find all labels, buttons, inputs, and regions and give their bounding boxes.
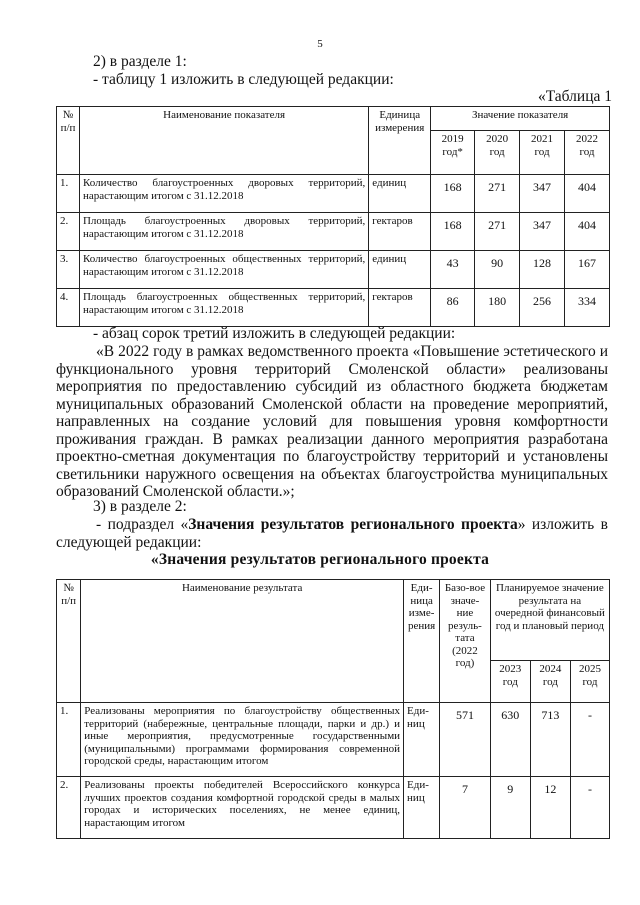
t1-header-year: 2020 год: [475, 131, 520, 175]
t1-row-name: Площадь благоустроенных общественных территорий, нарастающим итогом с 31.12.2018: [79, 289, 368, 327]
t2-row-value: -: [570, 703, 609, 777]
table-row: [57, 289, 610, 327]
t1-header-year: 2021 год: [520, 131, 565, 175]
table2-title: «Значения результатов регионального проекта: [150, 551, 490, 568]
table1-intro: - таблицу 1 изложить в следующей редакции:: [93, 71, 394, 88]
t2-row-value: 630: [490, 703, 530, 777]
t2-header-name: Наименование результата: [81, 580, 404, 703]
table-row: [57, 777, 610, 839]
section3-heading: 3) в разделе 2:: [93, 498, 187, 515]
t2-header-planned: Планируемое значение результата на очередной финансовый год и плановый период: [490, 580, 609, 661]
t1-header-year: 2019 год*: [431, 131, 475, 175]
t1-row-num: 1.: [57, 175, 80, 213]
t2-header-year: 2023 год: [490, 661, 530, 703]
table1-caption: «Таблица 1: [537, 88, 612, 105]
t1-row-unit: единиц: [369, 251, 431, 289]
t2-header-base: Базо-вое значе-ние резуль-тата (2022 год): [440, 580, 491, 703]
t1-row-value: 256: [520, 289, 565, 327]
t1-row-name: Количество благоустроенных дворовых территорий, нарастающим итогом с 31.12.2018: [79, 175, 368, 213]
t1-header-name: Наименование показателя: [79, 107, 368, 175]
t2-header-year: 2024 год: [530, 661, 570, 703]
t1-header-num: № п/п: [57, 107, 80, 175]
page-number: 5: [317, 38, 323, 50]
t1-row-value: 128: [520, 251, 565, 289]
t1-row-value: 90: [475, 251, 520, 289]
table-row: [57, 251, 610, 289]
table1: [56, 106, 610, 327]
t1-row-value: 271: [475, 213, 520, 251]
t1-row-value: 347: [520, 175, 565, 213]
t1-row-value: 404: [565, 213, 610, 251]
t1-row-value: 167: [565, 251, 610, 289]
paragraph43-body: «В 2022 году в рамках ведомственного проекта «Повышение эстетического и функционального уровня территорий Смоленской области» реализованы мероприятия по предоставлению субсидий из областного бюджета бюджетам муниципальных образований Смоленской области на проведение мероприятий, направленных на создание условий для повышения уровня комфортности проживания граждан. В рамках реализации данного мероприятия разработана проектно-сметная документация по благоустройству территорий и установлены светильники наружного освещения на объектах благоустройства муниципальных образований Смоленской области.»;: [56, 343, 608, 500]
t1-row-num: 4.: [57, 289, 80, 327]
t2-row-value: 9: [490, 777, 530, 839]
t1-row-unit: гектаров: [369, 289, 431, 327]
t2-row-num: 2.: [57, 777, 81, 839]
t1-row-value: 334: [565, 289, 610, 327]
t2-row-base: 7: [440, 777, 491, 839]
t2-row-unit: Еди-ниц: [404, 777, 440, 839]
t1-row-value: 180: [475, 289, 520, 327]
t1-row-unit: единиц: [369, 175, 431, 213]
t1-row-name: Площадь благоустроенных дворовых территорий, нарастающим итогом с 31.12.2018: [79, 213, 368, 251]
subsection-intro: [56, 516, 608, 551]
t2-row-base: 571: [440, 703, 491, 777]
t1-row-name: Количество благоустроенных общественных территорий, нарастающим итогом с 31.12.2018: [79, 251, 368, 289]
t1-row-num: 2.: [57, 213, 80, 251]
t1-row-value: 168: [431, 175, 475, 213]
t1-header-year: 2022 год: [565, 131, 610, 175]
t2-header-num: № п/п: [57, 580, 81, 703]
subsection-intro-suffix: » изложить в следующей редакции:: [56, 516, 609, 551]
t1-row-num: 3.: [57, 251, 80, 289]
t1-row-value: 271: [475, 175, 520, 213]
t1-header-unit: Единица измерения: [369, 107, 431, 175]
t1-row-value: 168: [431, 213, 475, 251]
t2-row-name: Реализованы проекты победителей Всероссийского конкурса лучших проектов создания комфортной городской среды в малых городах и исторических поселениях, не менее единиц, нарастающим итогом: [81, 777, 404, 839]
t2-header-unit: Еди-ница изме-рения: [404, 580, 440, 703]
subsection-intro-prefix: - подраздел «: [96, 516, 189, 533]
t2-row-value: -: [570, 777, 609, 839]
t1-header-values: Значение показателя: [431, 107, 610, 131]
t1-row-value: 43: [431, 251, 475, 289]
section2-heading: 2) в разделе 1:: [93, 53, 187, 70]
t1-row-unit: гектаров: [369, 213, 431, 251]
t2-row-name: Реализованы мероприятия по благоустройству общественных территорий (набережные, центральные площади, парки и др.) и иные мероприятия, предусмотренные государственными (муниципальными) программами формирования современной городской среды, нарастающим итогом: [81, 703, 404, 777]
t2-row-num: 1.: [57, 703, 81, 777]
t2-row-value: 12: [530, 777, 570, 839]
t1-row-value: 347: [520, 213, 565, 251]
table-row: [57, 703, 610, 777]
table-row: [57, 175, 610, 213]
t2-row-unit: Еди-ниц: [404, 703, 440, 777]
t2-header-year: 2025 год: [570, 661, 609, 703]
paragraph43-text: [56, 343, 608, 501]
t1-row-value: 86: [431, 289, 475, 327]
table2: [56, 579, 610, 839]
table-row: [57, 213, 610, 251]
t1-row-value: 404: [565, 175, 610, 213]
t2-row-value: 713: [530, 703, 570, 777]
subsection-intro-bold: Значения результатов регионального проекта: [188, 516, 518, 533]
paragraph43-intro: - абзац сорок третий изложить в следующей редакции:: [93, 325, 456, 342]
